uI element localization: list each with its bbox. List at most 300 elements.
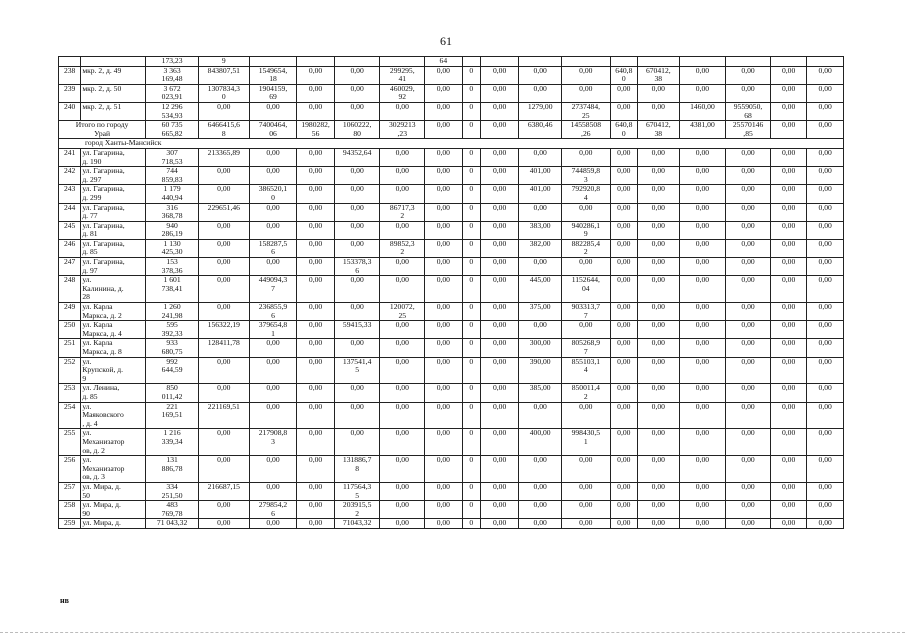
table-cell: 131886,7 8 — [334, 456, 380, 483]
table-cell: 0,00 — [610, 482, 637, 500]
table-cell: 0,00 — [297, 402, 335, 429]
table-cell: 0,00 — [679, 357, 726, 384]
table-cell: 245 — [59, 221, 81, 239]
table-cell: 1549654, 18 — [249, 66, 297, 84]
table-cell: ул. Гагарина, д. 97 — [81, 258, 146, 276]
table-row — [59, 501, 844, 519]
table-cell: 0,00 — [807, 185, 844, 203]
table-cell: 992 644,59 — [146, 357, 199, 384]
table-cell: 0 — [462, 482, 480, 500]
table-cell: 247 — [59, 258, 81, 276]
table-cell: 0,00 — [480, 519, 519, 529]
table-cell: 0,00 — [726, 456, 771, 483]
table-cell: 244 — [59, 203, 81, 221]
table-cell: 0,00 — [249, 402, 297, 429]
table-cell: 0 — [462, 258, 480, 276]
table-cell: 0,00 — [480, 84, 519, 102]
table-cell: 0,00 — [770, 519, 807, 529]
table-cell: 0,00 — [679, 185, 726, 203]
table-cell: 0,00 — [425, 402, 463, 429]
table-row — [59, 203, 844, 221]
table-cell: 400,00 — [519, 429, 562, 456]
table-cell: 242 — [59, 167, 81, 185]
table-cell: 0,00 — [334, 402, 380, 429]
table-cell: 236855,9 6 — [249, 303, 297, 321]
table-cell: 1307834,3 0 — [198, 84, 249, 102]
table-cell: 0 — [462, 84, 480, 102]
table-cell: 0,00 — [380, 167, 425, 185]
table-cell: 131 886,78 — [146, 456, 199, 483]
table-cell: 9559050, 68 — [726, 102, 771, 120]
table-cell: 1460,00 — [679, 102, 726, 120]
table-cell: 744859,8 3 — [561, 167, 610, 185]
table-cell: ул. Механизатор ов, д. 2 — [81, 429, 146, 456]
table-row — [59, 339, 844, 357]
table-cell: мкр. 2, д. 50 — [81, 84, 146, 102]
table-cell: 243 — [59, 185, 81, 203]
table-cell: 0,00 — [726, 167, 771, 185]
table-cell: 173,23 — [146, 57, 199, 67]
table-cell: 0,00 — [726, 429, 771, 456]
page-number: 61 — [440, 34, 452, 48]
table-cell: 0,00 — [380, 258, 425, 276]
table-cell: 0,00 — [807, 239, 844, 257]
table-cell: 0,00 — [334, 203, 380, 221]
table-row — [59, 429, 844, 456]
table-cell: 0 — [462, 519, 480, 529]
table-cell: 153 378,36 — [146, 258, 199, 276]
table-cell: 0,00 — [561, 456, 610, 483]
table-cell — [249, 57, 297, 67]
table-cell: ул. Гагарина, д. 85 — [81, 239, 146, 257]
table-cell: 0,00 — [380, 456, 425, 483]
total-row — [59, 121, 844, 139]
table-cell: 0,00 — [770, 402, 807, 429]
table-cell: 299295, 41 — [380, 66, 425, 84]
table-cell: 0,00 — [297, 239, 335, 257]
table-cell: 0,00 — [380, 519, 425, 529]
table-cell: 0,00 — [638, 221, 680, 239]
table-cell: 0,00 — [480, 357, 519, 384]
table-cell: 239 — [59, 84, 81, 102]
table-cell: 0,00 — [297, 148, 335, 166]
table-cell: 0,00 — [380, 148, 425, 166]
table-cell: 0,00 — [480, 339, 519, 357]
table-cell: 0,00 — [561, 148, 610, 166]
table-cell: 0,00 — [726, 221, 771, 239]
table-cell: 0,00 — [770, 239, 807, 257]
table-cell: 882285,4 2 — [561, 239, 610, 257]
table-cell: 0,00 — [679, 303, 726, 321]
table-cell: 595 392,33 — [146, 321, 199, 339]
table-cell: 0,00 — [610, 429, 637, 456]
table-cell: 0 — [462, 402, 480, 429]
table-cell: 0,00 — [561, 519, 610, 529]
table-row — [59, 456, 844, 483]
table-cell: 0 — [462, 167, 480, 185]
table-cell: 256 — [59, 456, 81, 483]
table-cell: 1980282, 56 — [297, 121, 335, 139]
table-cell: 0,00 — [425, 66, 463, 84]
table-cell: 0 — [462, 339, 480, 357]
table-cell: 3029213 ,23 — [380, 121, 425, 139]
table-cell: 0,00 — [334, 102, 380, 120]
table-cell: 0,00 — [561, 501, 610, 519]
data-table-container — [58, 56, 844, 529]
table-row — [59, 482, 844, 500]
table-cell: 0,00 — [334, 339, 380, 357]
table-cell: 0 — [462, 66, 480, 84]
table-cell: 0,00 — [807, 402, 844, 429]
table-cell: 0 — [462, 429, 480, 456]
table-row — [59, 321, 844, 339]
table-cell: 0,00 — [425, 167, 463, 185]
table-cell: 0,00 — [198, 303, 249, 321]
table-cell: 0,00 — [770, 203, 807, 221]
table-cell: 0,00 — [198, 221, 249, 239]
table-cell: 0,00 — [561, 84, 610, 102]
table-cell: 0,00 — [807, 276, 844, 303]
data-table — [58, 56, 844, 529]
table-cell: 0,00 — [679, 321, 726, 339]
table-cell: 0,00 — [610, 239, 637, 257]
table-cell: 0,00 — [425, 339, 463, 357]
table-cell: 0,00 — [610, 203, 637, 221]
table-cell: 0,00 — [297, 429, 335, 456]
table-cell: 0,00 — [770, 339, 807, 357]
table-cell: 0,00 — [334, 221, 380, 239]
table-cell: 0,00 — [561, 258, 610, 276]
table-row — [59, 384, 844, 402]
table-cell: 0,00 — [249, 258, 297, 276]
table-cell: 0,00 — [297, 221, 335, 239]
table-cell: 0,00 — [198, 258, 249, 276]
table-cell: 0,00 — [198, 185, 249, 203]
table-cell: 9 — [198, 57, 249, 67]
table-cell: 253 — [59, 384, 81, 402]
table-cell: 933 680,75 — [146, 339, 199, 357]
table-cell: 3 672 023,91 — [146, 84, 199, 102]
table-cell: 0,00 — [334, 66, 380, 84]
table-cell: 0,00 — [807, 303, 844, 321]
table-cell: 0,00 — [425, 84, 463, 102]
table-cell: 0,00 — [610, 84, 637, 102]
table-cell: 251 — [59, 339, 81, 357]
table-row — [59, 357, 844, 384]
table-cell: 0,00 — [679, 258, 726, 276]
table-cell: ул. Гагарина, д. 299 — [81, 185, 146, 203]
table-cell: 12 296 534,93 — [146, 102, 199, 120]
table-cell: 0,00 — [561, 402, 610, 429]
table-cell: 0,00 — [519, 84, 562, 102]
table-cell: 0,00 — [425, 276, 463, 303]
table-cell: 0,00 — [679, 339, 726, 357]
table-cell: 903313,7 7 — [561, 303, 610, 321]
table-cell: 0,00 — [334, 84, 380, 102]
table-cell: 998430,5 1 — [561, 429, 610, 456]
table-cell: 385,00 — [519, 384, 562, 402]
table-cell: 0,00 — [679, 276, 726, 303]
table-cell: 1060222, 80 — [334, 121, 380, 139]
table-cell: 248 — [59, 276, 81, 303]
table-cell: 0,00 — [425, 121, 463, 139]
table-row — [59, 303, 844, 321]
table-cell: 670412, 38 — [638, 121, 680, 139]
table-cell: 850011,4 2 — [561, 384, 610, 402]
table-cell: 0,00 — [425, 102, 463, 120]
table-cell: 0,00 — [297, 482, 335, 500]
table-cell: 0,00 — [297, 339, 335, 357]
table-cell: ул. Мира, д. 90 — [81, 501, 146, 519]
table-cell: 6466415,6 8 — [198, 121, 249, 139]
table-cell: 259 — [59, 519, 81, 529]
table-cell: 0,00 — [480, 102, 519, 120]
table-cell: 0,00 — [770, 303, 807, 321]
table-cell: 0,00 — [519, 203, 562, 221]
table-cell: 0,00 — [679, 456, 726, 483]
table-cell: 0,00 — [610, 221, 637, 239]
table-cell: 0,00 — [807, 429, 844, 456]
table-cell: 843807,51 — [198, 66, 249, 84]
table-cell: 0,00 — [519, 519, 562, 529]
table-cell: 0,00 — [297, 303, 335, 321]
table-cell: 0,00 — [380, 321, 425, 339]
table-cell: 0,00 — [297, 84, 335, 102]
table-row — [59, 66, 844, 84]
table-cell: 4381,00 — [679, 121, 726, 139]
table-cell: 0,00 — [380, 402, 425, 429]
table-cell: 0,00 — [807, 221, 844, 239]
table-cell: 0,00 — [297, 167, 335, 185]
table-cell: 1 216 339,34 — [146, 429, 199, 456]
table-cell: 0,00 — [425, 303, 463, 321]
table-cell: ул. Мира, д. 50 — [81, 482, 146, 500]
table-row — [59, 276, 844, 303]
table-cell: 0,00 — [198, 239, 249, 257]
table-cell: 379654,8 1 — [249, 321, 297, 339]
table-cell: 0,00 — [297, 501, 335, 519]
table-cell: 0,00 — [679, 167, 726, 185]
table-cell: 0,00 — [726, 276, 771, 303]
table-cell — [59, 57, 81, 67]
table-cell: 0,00 — [334, 303, 380, 321]
table-cell: 0,00 — [726, 357, 771, 384]
table-cell: 94352,64 — [334, 148, 380, 166]
table-cell: 0,00 — [807, 384, 844, 402]
table-cell: ул. Маяковского , д. 4 — [81, 402, 146, 429]
table-cell: 0,00 — [770, 84, 807, 102]
table-cell: 255 — [59, 429, 81, 456]
table-cell: 460029, 92 — [380, 84, 425, 102]
table-cell: 0,00 — [425, 203, 463, 221]
table-cell: 0,00 — [425, 357, 463, 384]
table-cell: 0,00 — [561, 66, 610, 84]
table-cell: 0,00 — [249, 357, 297, 384]
table-cell: 0,00 — [297, 203, 335, 221]
table-cell: 0,00 — [480, 258, 519, 276]
table-cell: 0,00 — [334, 429, 380, 456]
table-cell: 449094,3 7 — [249, 276, 297, 303]
table-cell: 0,00 — [519, 321, 562, 339]
table-cell: 0,00 — [561, 203, 610, 221]
table-cell: 0,00 — [679, 84, 726, 102]
table-cell: 1904159, 69 — [249, 84, 297, 102]
table-cell: 0,00 — [519, 456, 562, 483]
table-cell: 217908,8 3 — [249, 429, 297, 456]
table-cell: 307 718,53 — [146, 148, 199, 166]
table-cell: 0,00 — [807, 501, 844, 519]
table-cell: 0,00 — [561, 482, 610, 500]
table-cell: 0,00 — [610, 402, 637, 429]
table-cell: 86717,3 2 — [380, 203, 425, 221]
table-cell: 805268,9 7 — [561, 339, 610, 357]
table-cell: 0,00 — [249, 456, 297, 483]
table-cell: 0,00 — [610, 321, 637, 339]
table-cell: 0,00 — [380, 384, 425, 402]
table-cell: 0 — [462, 384, 480, 402]
table-cell: 0,00 — [297, 66, 335, 84]
table-cell: 0,00 — [561, 321, 610, 339]
table-cell: 0,00 — [807, 339, 844, 357]
table-cell: 156322,19 — [198, 321, 249, 339]
table-cell: мкр. 2, д. 51 — [81, 102, 146, 120]
table-cell: ул. Гагарина, д. 190 — [81, 148, 146, 166]
table-cell: 670412, 38 — [638, 66, 680, 84]
table-cell: 855103,1 4 — [561, 357, 610, 384]
table-cell: 0,00 — [638, 519, 680, 529]
table-cell: 0,00 — [297, 102, 335, 120]
table-cell: 2737484, 25 — [561, 102, 610, 120]
table-cell: 0,00 — [807, 203, 844, 221]
table-cell: 0,00 — [726, 402, 771, 429]
table-cell: 386520,1 0 — [249, 185, 297, 203]
table-cell: 0,00 — [726, 258, 771, 276]
table-cell: 0,00 — [380, 482, 425, 500]
table-row — [59, 102, 844, 120]
table-cell: 0,00 — [480, 203, 519, 221]
table-cell — [807, 57, 844, 67]
table-cell: ул. Гагарина, д. 81 — [81, 221, 146, 239]
table-cell: 0,00 — [638, 239, 680, 257]
table-cell: 0 — [462, 148, 480, 166]
table-cell: 59415,33 — [334, 321, 380, 339]
table-row — [59, 167, 844, 185]
table-cell: 0,00 — [334, 239, 380, 257]
table-cell: 0,00 — [679, 482, 726, 500]
table-cell: 445,00 — [519, 276, 562, 303]
table-cell: 0,00 — [638, 456, 680, 483]
scan-edge-line — [0, 632, 905, 634]
table-cell: 60 735 665,82 — [146, 121, 199, 139]
table-cell: 0,00 — [519, 482, 562, 500]
table-cell: 0,00 — [425, 258, 463, 276]
table-cell: 0,00 — [770, 429, 807, 456]
table-cell: 0,00 — [770, 148, 807, 166]
table-cell: 0,00 — [425, 321, 463, 339]
table-cell: 0 — [462, 239, 480, 257]
table-cell: 25570146 ,85 — [726, 121, 771, 139]
table-cell: 6380,46 — [519, 121, 562, 139]
table-cell: 940 286,19 — [146, 221, 199, 239]
table-cell: 0,00 — [807, 102, 844, 120]
table-cell: 0,00 — [770, 456, 807, 483]
table-row — [59, 258, 844, 276]
table-cell: 0,00 — [807, 482, 844, 500]
table-cell: 213365,89 — [198, 148, 249, 166]
table-cell: 249 — [59, 303, 81, 321]
table-cell — [519, 57, 562, 67]
table-cell: 0,00 — [726, 339, 771, 357]
table-cell: 0,00 — [679, 429, 726, 456]
table-cell: 0,00 — [610, 384, 637, 402]
table-cell — [638, 57, 680, 67]
table-cell — [334, 57, 380, 67]
table-cell: 300,00 — [519, 339, 562, 357]
table-cell: 640,8 0 — [610, 66, 637, 84]
table-cell: 850 011,42 — [146, 384, 199, 402]
table-body — [59, 57, 844, 529]
table-cell: 0,00 — [425, 456, 463, 483]
table-cell: 792920,8 4 — [561, 185, 610, 203]
table-cell: 0,00 — [425, 519, 463, 529]
table-cell: 0,00 — [480, 456, 519, 483]
table-cell: 221169,51 — [198, 402, 249, 429]
table-cell: 0,00 — [726, 482, 771, 500]
table-cell: 0,00 — [480, 276, 519, 303]
table-cell: Итого по городу Урай — [59, 121, 146, 139]
table-cell: 0,00 — [638, 339, 680, 357]
table-cell: 0,00 — [334, 384, 380, 402]
table-cell: 1 179 440,94 — [146, 185, 199, 203]
table-cell: мкр. 2, д. 49 — [81, 66, 146, 84]
table-cell: 316 368,78 — [146, 203, 199, 221]
table-cell: 0,00 — [249, 102, 297, 120]
table-cell: 0,00 — [726, 185, 771, 203]
table-cell: 0,00 — [726, 303, 771, 321]
table-cell: 0,00 — [770, 221, 807, 239]
table-cell: 0,00 — [770, 167, 807, 185]
table-cell — [81, 57, 146, 67]
table-cell: 0,00 — [249, 148, 297, 166]
table-cell: 0,00 — [770, 501, 807, 519]
table-cell: 0,00 — [638, 429, 680, 456]
table-cell: 71043,32 — [334, 519, 380, 529]
table-cell: 390,00 — [519, 357, 562, 384]
table-cell: 1152644, 04 — [561, 276, 610, 303]
table-cell: 0,00 — [480, 66, 519, 84]
table-cell: 1 260 241,98 — [146, 303, 199, 321]
footer-mark: нв — [60, 596, 69, 605]
table-cell: 0,00 — [380, 185, 425, 203]
table-cell: 0,00 — [480, 148, 519, 166]
table-cell: 0,00 — [610, 456, 637, 483]
table-cell: 71 043,32 — [146, 519, 199, 529]
table-cell: 0 — [462, 121, 480, 139]
table-cell: ул. Мира, д. — [81, 519, 146, 529]
table-cell — [726, 57, 771, 67]
table-cell: 0,00 — [610, 167, 637, 185]
table-cell: 64 — [425, 57, 463, 67]
table-cell: 279854,2 6 — [249, 501, 297, 519]
table-cell: 483 769,78 — [146, 501, 199, 519]
table-cell: 117564,3 5 — [334, 482, 380, 500]
table-cell: 3 363 169,48 — [146, 66, 199, 84]
table-cell: 0,00 — [198, 276, 249, 303]
table-cell: 0,00 — [638, 482, 680, 500]
table-cell: 0 — [462, 357, 480, 384]
table-cell: ул. Карла Маркса, д. 2 — [81, 303, 146, 321]
table-cell: 0,00 — [807, 258, 844, 276]
